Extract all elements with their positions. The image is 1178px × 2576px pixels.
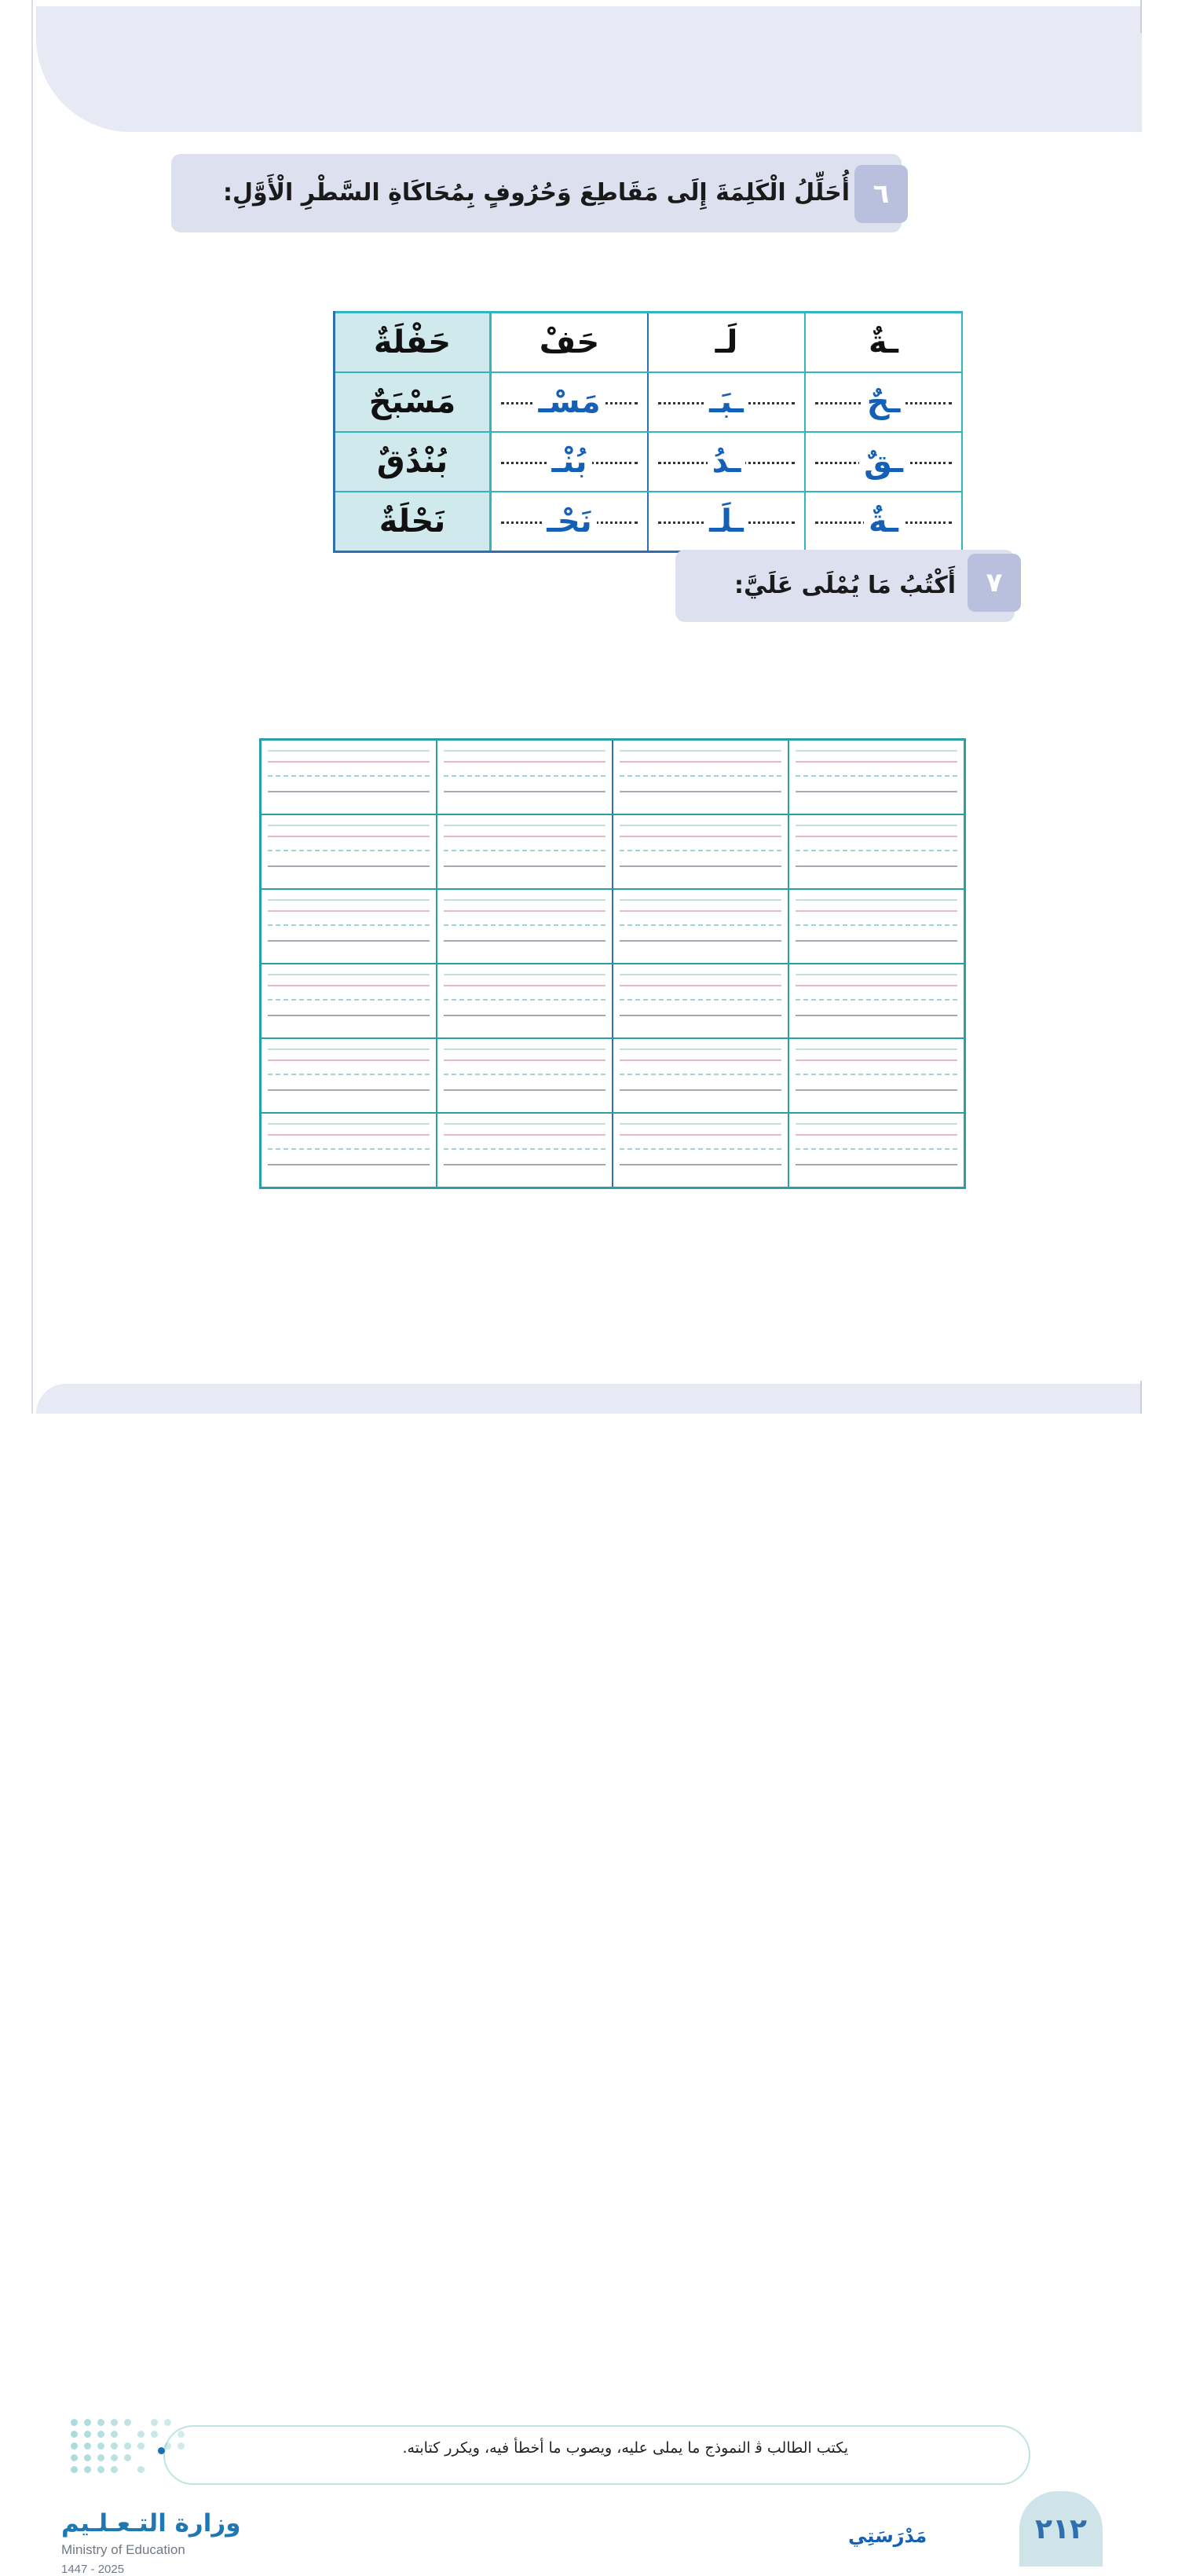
guide-line-top [620,985,781,986]
guide-line-top [268,910,430,912]
decorative-dot [137,2431,145,2438]
guide-line-top [444,836,605,837]
writing-cell[interactable] [613,1038,788,1113]
writing-cell[interactable] [613,889,788,964]
guide-line-mid [444,775,605,777]
guide-line-mid [444,999,605,1001]
word-cell [335,313,491,373]
page-bottom-band [36,1384,1142,1414]
decorative-dot [97,2431,104,2438]
word-text: بُنْدُقٌ [376,444,448,480]
page-number-badge [1019,2491,1103,2567]
segment-text: ـدُ [708,446,746,478]
exercise-6-instruction: أُحَلِّلُ الْكَلِمَةَ إِلَى مَقَاطِعَ وَحُرُوفٍ بِمُحَاكَاةِ السَّطْرِ الْأَوَّلِ: [222,178,851,207]
guide-line-mid [620,999,781,1001]
guide-line-mid [444,924,605,926]
decorative-dot [111,2454,118,2461]
writing-cell[interactable] [261,964,437,1038]
guide-line-extra [620,825,781,826]
guide-line-mid [268,924,430,926]
writing-cell[interactable] [261,740,437,815]
segment-cell-2[interactable] [648,313,805,373]
guide-line-mid [796,924,957,926]
page-bottom-tick [1140,1381,1142,1414]
writing-cell[interactable] [788,1038,964,1113]
decorative-dot [124,2419,131,2426]
guide-line-base [444,940,605,942]
segment-text: ـةٌ [864,506,903,537]
guide-line-base [620,1164,781,1165]
guide-line-mid [620,1148,781,1150]
guide-line-base [620,940,781,942]
guide-line-extra [796,825,957,826]
segment-cell-1[interactable] [491,432,649,492]
guide-line-base [268,791,430,792]
guide-line-top [620,836,781,837]
segment-cell-1[interactable] [491,492,649,552]
word-text: مَسْبَحٌ [368,384,456,420]
word-text: حَفْلَةٌ [373,324,452,360]
decorative-dot [97,2454,104,2461]
guide-line-top [796,836,957,837]
guide-line-mid [620,850,781,851]
guide-line-base [444,1164,605,1165]
guide-line-mid [444,850,605,851]
decorative-dots-pattern [71,2419,212,2482]
guide-line-base [796,865,957,867]
writing-row [261,889,965,964]
guide-line-base [444,791,605,792]
decorative-dot [164,2419,171,2426]
writing-cell[interactable] [788,889,964,964]
writing-cell[interactable] [613,1113,788,1188]
writing-cell[interactable] [437,964,613,1038]
decorative-dot [71,2442,78,2450]
guide-line-top [444,985,605,986]
guide-line-base [444,1089,605,1091]
segment-cell-3[interactable] [805,372,962,432]
guide-line-extra [444,750,605,752]
writing-row [261,740,965,815]
segment-text: ـحٌ [862,386,905,418]
word-text: نَحْلَةٌ [379,503,446,540]
segment-cell-1[interactable] [491,313,649,373]
decorative-dot [164,2442,171,2450]
guide-line-base [796,1015,957,1016]
guide-line-mid [796,1074,957,1075]
guide-line-extra [796,899,957,901]
syllable-analysis-body [335,313,963,552]
guide-line-base [268,1089,430,1091]
guide-line-extra [444,825,605,826]
exercise-7-instruction: أَكْتُبُ مَا يُمْلَى عَلَيَّ: [734,571,956,599]
writing-cell[interactable] [261,889,437,964]
decorative-dot [151,2431,158,2438]
guide-line-top [268,985,430,986]
edition-year: 2025 - 1447 [61,2563,125,2576]
table-row [335,432,963,492]
guide-line-mid [268,1148,430,1150]
guide-line-top [796,1134,957,1136]
guide-line-top [444,1134,605,1136]
guide-line-extra [796,750,957,752]
segment-text: نَحْـ [542,506,597,537]
guide-line-top [268,761,430,763]
guide-line-base [444,1015,605,1016]
page-left-rail [0,0,33,1414]
writing-row [261,1038,965,1113]
dictation-grid-body [261,740,965,1188]
word-cell [335,372,491,432]
guide-line-extra [268,1123,430,1125]
guide-line-top [444,1059,605,1061]
guide-line-base [796,940,957,942]
book-title: مَدْرَسَتِي [848,2525,927,2547]
segment-cell-1[interactable] [491,372,649,432]
table-row [335,492,963,552]
syllable-analysis-table [333,311,963,553]
writing-cell[interactable] [437,814,613,889]
guide-line-extra [796,1048,957,1050]
guide-line-extra [268,899,430,901]
decorative-dot [71,2419,78,2426]
exercise-7-banner [675,550,1015,622]
segment-cell-3[interactable] [805,313,962,373]
writing-cell[interactable] [613,964,788,1038]
guide-line-extra [796,974,957,975]
writing-cell[interactable] [437,889,613,964]
guide-line-base [268,1164,430,1165]
decorative-dot [151,2419,158,2426]
writing-row [261,1113,965,1188]
ministry-name-english: Ministry of Education [61,2542,185,2557]
guide-line-mid [268,1074,430,1075]
segment-text: بُنْـ [547,446,591,478]
segment-text: مَسْـ [533,386,605,418]
guide-line-extra [444,974,605,975]
segment-text: ـبَـ [704,386,748,418]
segment-cell-3[interactable] [805,432,962,492]
writing-cell[interactable] [613,814,788,889]
decorative-dot [137,2442,145,2450]
guide-line-top [268,1134,430,1136]
guide-line-top [620,1134,781,1136]
writing-cell[interactable] [437,1113,613,1188]
guide-line-top [444,761,605,763]
guide-line-base [796,1089,957,1091]
decorative-dot [177,2431,185,2438]
segment-cell-2[interactable] [648,492,805,552]
page-top-tick [1140,0,1142,33]
guide-line-top [796,1059,957,1061]
guide-line-base [796,1164,957,1165]
guide-line-top [620,910,781,912]
guide-line-top [620,1059,781,1061]
guide-line-base [620,865,781,867]
decorative-dot [71,2454,78,2461]
guide-line-mid [268,999,430,1001]
guide-line-top [268,836,430,837]
decorative-dot [111,2419,118,2426]
writing-cell[interactable] [261,814,437,889]
segment-cell-2[interactable] [648,432,805,492]
guide-line-mid [796,775,957,777]
writing-cell[interactable] [613,740,788,815]
page-top-rule [36,0,1142,6]
guide-line-base [268,865,430,867]
guide-line-mid [620,1074,781,1075]
guide-line-top [796,985,957,986]
segment-cell-2[interactable] [648,372,805,432]
guide-line-top [444,910,605,912]
writing-cell[interactable] [788,814,964,889]
guide-line-base [796,791,957,792]
decorative-dot [71,2431,78,2438]
guide-line-extra [620,750,781,752]
exercise-7-number-badge: ٧ [968,554,1021,612]
writing-cell[interactable] [437,1038,613,1113]
guide-line-mid [796,850,957,851]
page-number: ٢١٢ [1035,2512,1087,2545]
segment-cell-3[interactable] [805,492,962,552]
writing-cell[interactable] [261,1038,437,1113]
decorative-dot [137,2466,145,2473]
writing-row [261,964,965,1038]
word-cell [335,432,491,492]
exercise-6-banner [171,154,902,232]
guide-line-mid [268,850,430,851]
decorative-dot [111,2431,118,2438]
decorative-dot [124,2454,131,2461]
guide-line-extra [444,1123,605,1125]
decorative-dot [124,2442,131,2450]
decorative-dot [71,2466,78,2473]
segment-text: ـلَـ [704,506,748,537]
page-top-band-inner [36,6,1092,126]
writing-cell[interactable] [788,1113,964,1188]
table-row [335,313,963,373]
guide-line-extra [268,1048,430,1050]
decorative-dot [84,2442,91,2450]
writing-cell[interactable] [788,740,964,815]
ministry-name-arabic: وزارة التـعـلـيم [61,2509,241,2538]
guide-line-extra [268,825,430,826]
guide-line-base [268,1015,430,1016]
decorative-dot [111,2466,118,2473]
word-cell [335,492,491,552]
writing-row [261,814,965,889]
guide-line-extra [620,899,781,901]
writing-cell[interactable] [437,740,613,815]
decorative-dot [97,2466,104,2473]
page-footer [0,1209,1178,2576]
guide-line-mid [444,1148,605,1150]
guide-line-extra [268,750,430,752]
guide-line-extra [444,1048,605,1050]
guide-line-extra [620,1048,781,1050]
guide-line-top [796,761,957,763]
guide-line-top [620,761,781,763]
guide-line-mid [620,775,781,777]
dictation-writing-grid [259,738,966,1189]
exercise-6-number-badge: ٦ [854,165,908,223]
guide-line-base [444,865,605,867]
decorative-dot [84,2466,91,2473]
decorative-dot [84,2431,91,2438]
segment-text: ـقٌ [859,446,908,478]
guide-line-mid [796,999,957,1001]
guide-line-base [620,791,781,792]
guide-line-mid [268,775,430,777]
table-row [335,372,963,432]
segment-text: لَـ [715,324,738,360]
decorative-dot [177,2442,185,2450]
segment-text: ـةٌ [869,324,898,360]
guide-line-base [268,940,430,942]
guide-line-extra [268,974,430,975]
guide-line-base [620,1089,781,1091]
decorative-dot [97,2442,104,2450]
guide-line-mid [796,1148,957,1150]
decorative-dot [111,2442,118,2450]
guide-line-extra [796,1123,957,1125]
segment-text: حَفْ [539,324,600,360]
guide-line-base [620,1015,781,1016]
decorative-dot [84,2419,91,2426]
guide-line-extra [620,1123,781,1125]
writing-cell[interactable] [261,1113,437,1188]
guide-line-mid [444,1074,605,1075]
guide-line-top [796,910,957,912]
guide-line-mid [620,924,781,926]
footer-note-text: يكتب الطالب ﭬ النموذج ما يملى عليه، ويصوب ما أخطأ فيه، ويكرر كتابته. [402,2439,848,2457]
guide-line-extra [620,974,781,975]
writing-cell[interactable] [788,964,964,1038]
decorative-dot [97,2419,104,2426]
guide-line-extra [444,899,605,901]
guide-line-top [268,1059,430,1061]
ministry-logo [61,2509,241,2576]
decorative-dot [84,2454,91,2461]
